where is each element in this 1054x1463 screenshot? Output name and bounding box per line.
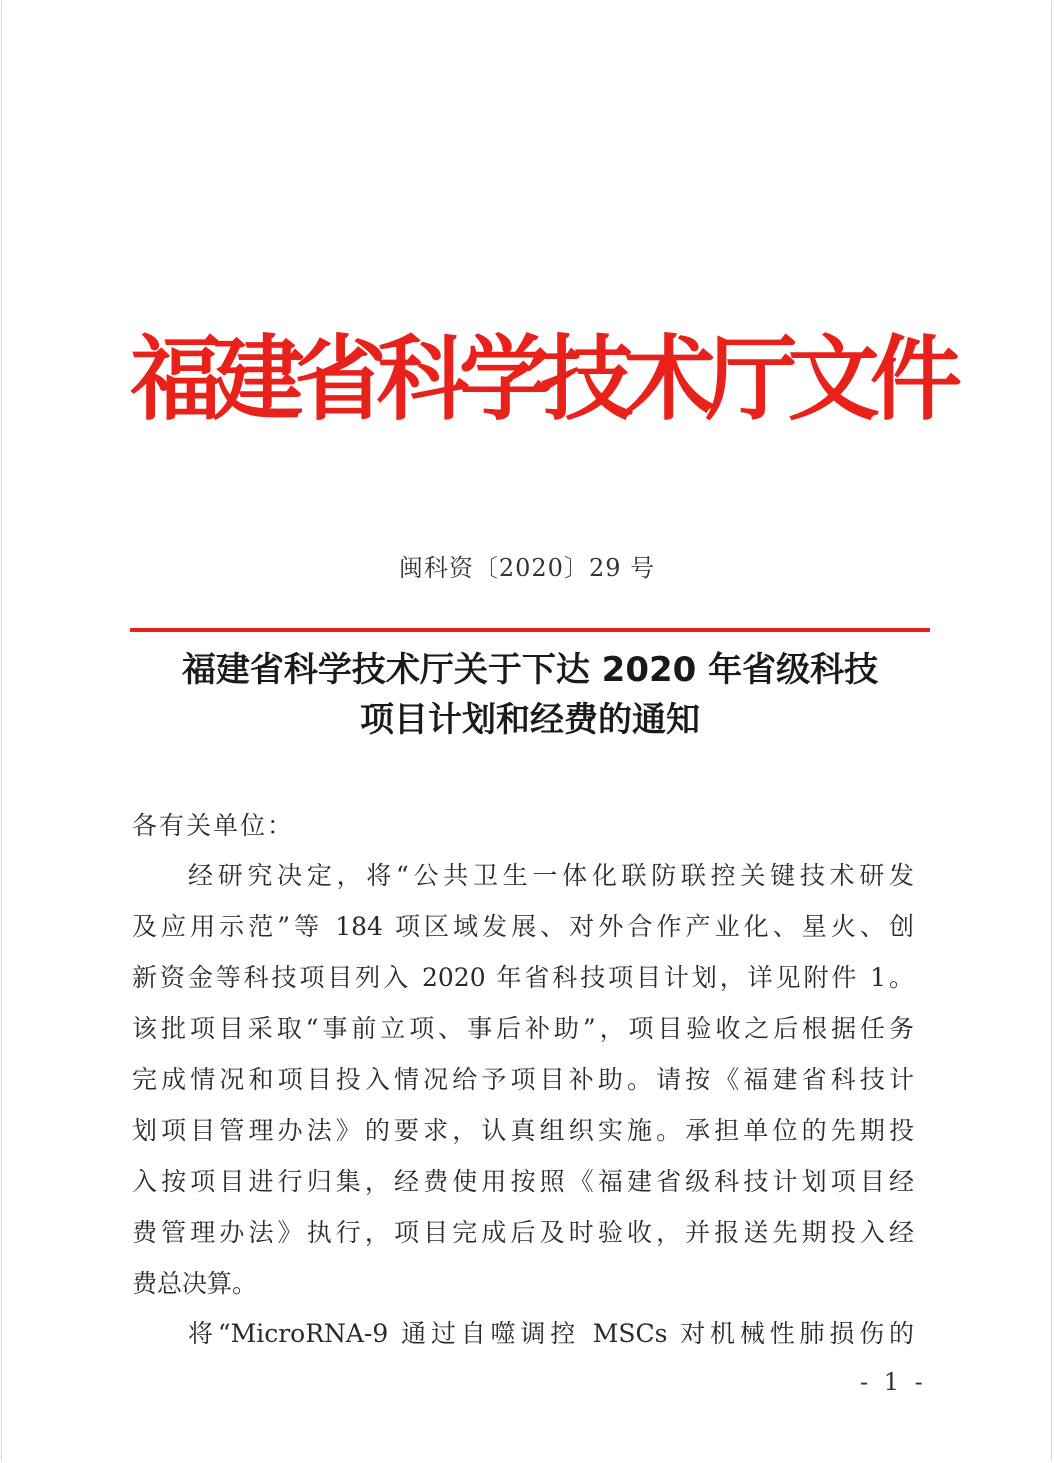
masthead-char: 件 bbox=[869, 326, 962, 433]
document-number: 闽科资〔2020〕29 号 bbox=[398, 554, 656, 582]
masthead-char: 学 bbox=[458, 326, 551, 433]
paragraph-line: 划项目管理办法》的要求，认真组织实施。承担单位的先期投 bbox=[132, 1116, 914, 1145]
masthead-char: 厅 bbox=[705, 326, 798, 433]
paragraph-line: 入按项目进行归集，经费使用按照《福建省级科技计划项目经 bbox=[132, 1167, 914, 1196]
masthead-char: 科 bbox=[376, 326, 469, 433]
paragraph-line: 及应用示范”等 184 项区域发展、对外合作产业化、星火、创 bbox=[132, 912, 914, 941]
page-number: - 1 - bbox=[860, 1368, 927, 1396]
paragraph-line: 费总决算。 bbox=[132, 1269, 258, 1298]
paragraph-line: 将“MicroRNA-9 通过自噬调控 MSCs 对机械性肺损伤的 bbox=[188, 1319, 914, 1348]
masthead-char: 建 bbox=[212, 326, 305, 433]
paragraph-line: 完成情况和项目投入情况给予项目补助。请按《福建省科技计 bbox=[132, 1065, 914, 1094]
title-line-1: 福建省科学技术厅关于下达 2020 年省级科技 bbox=[181, 650, 879, 690]
title-line-2: 项目计划和经费的通知 bbox=[360, 700, 700, 740]
masthead-title bbox=[130, 320, 962, 440]
masthead-char: 文 bbox=[787, 326, 880, 433]
salutation: 各有关单位： bbox=[132, 811, 295, 840]
masthead-char: 省 bbox=[294, 326, 387, 433]
paragraph-line: 新资金等科技项目列入 2020 年省科技项目计划，详见附件 1。 bbox=[132, 963, 914, 992]
paragraph-line: 费管理办法》执行，项目完成后及时验收，并报送先期投入经 bbox=[132, 1218, 914, 1247]
paragraph-line: 经研究决定，将“公共卫生一体化联防联控关键技术研发 bbox=[188, 861, 914, 890]
red-divider-line bbox=[130, 628, 930, 632]
masthead-char: 术 bbox=[623, 326, 716, 433]
masthead-char: 技 bbox=[541, 326, 634, 433]
body-paragraph-2 bbox=[132, 1308, 914, 1359]
body-paragraph-1 bbox=[132, 850, 914, 1309]
masthead-char: 福 bbox=[130, 326, 223, 433]
document-title bbox=[120, 645, 940, 745]
paragraph-line: 该批项目采取“事前立项、事后补助”，项目验收之后根据任务 bbox=[132, 1014, 914, 1043]
